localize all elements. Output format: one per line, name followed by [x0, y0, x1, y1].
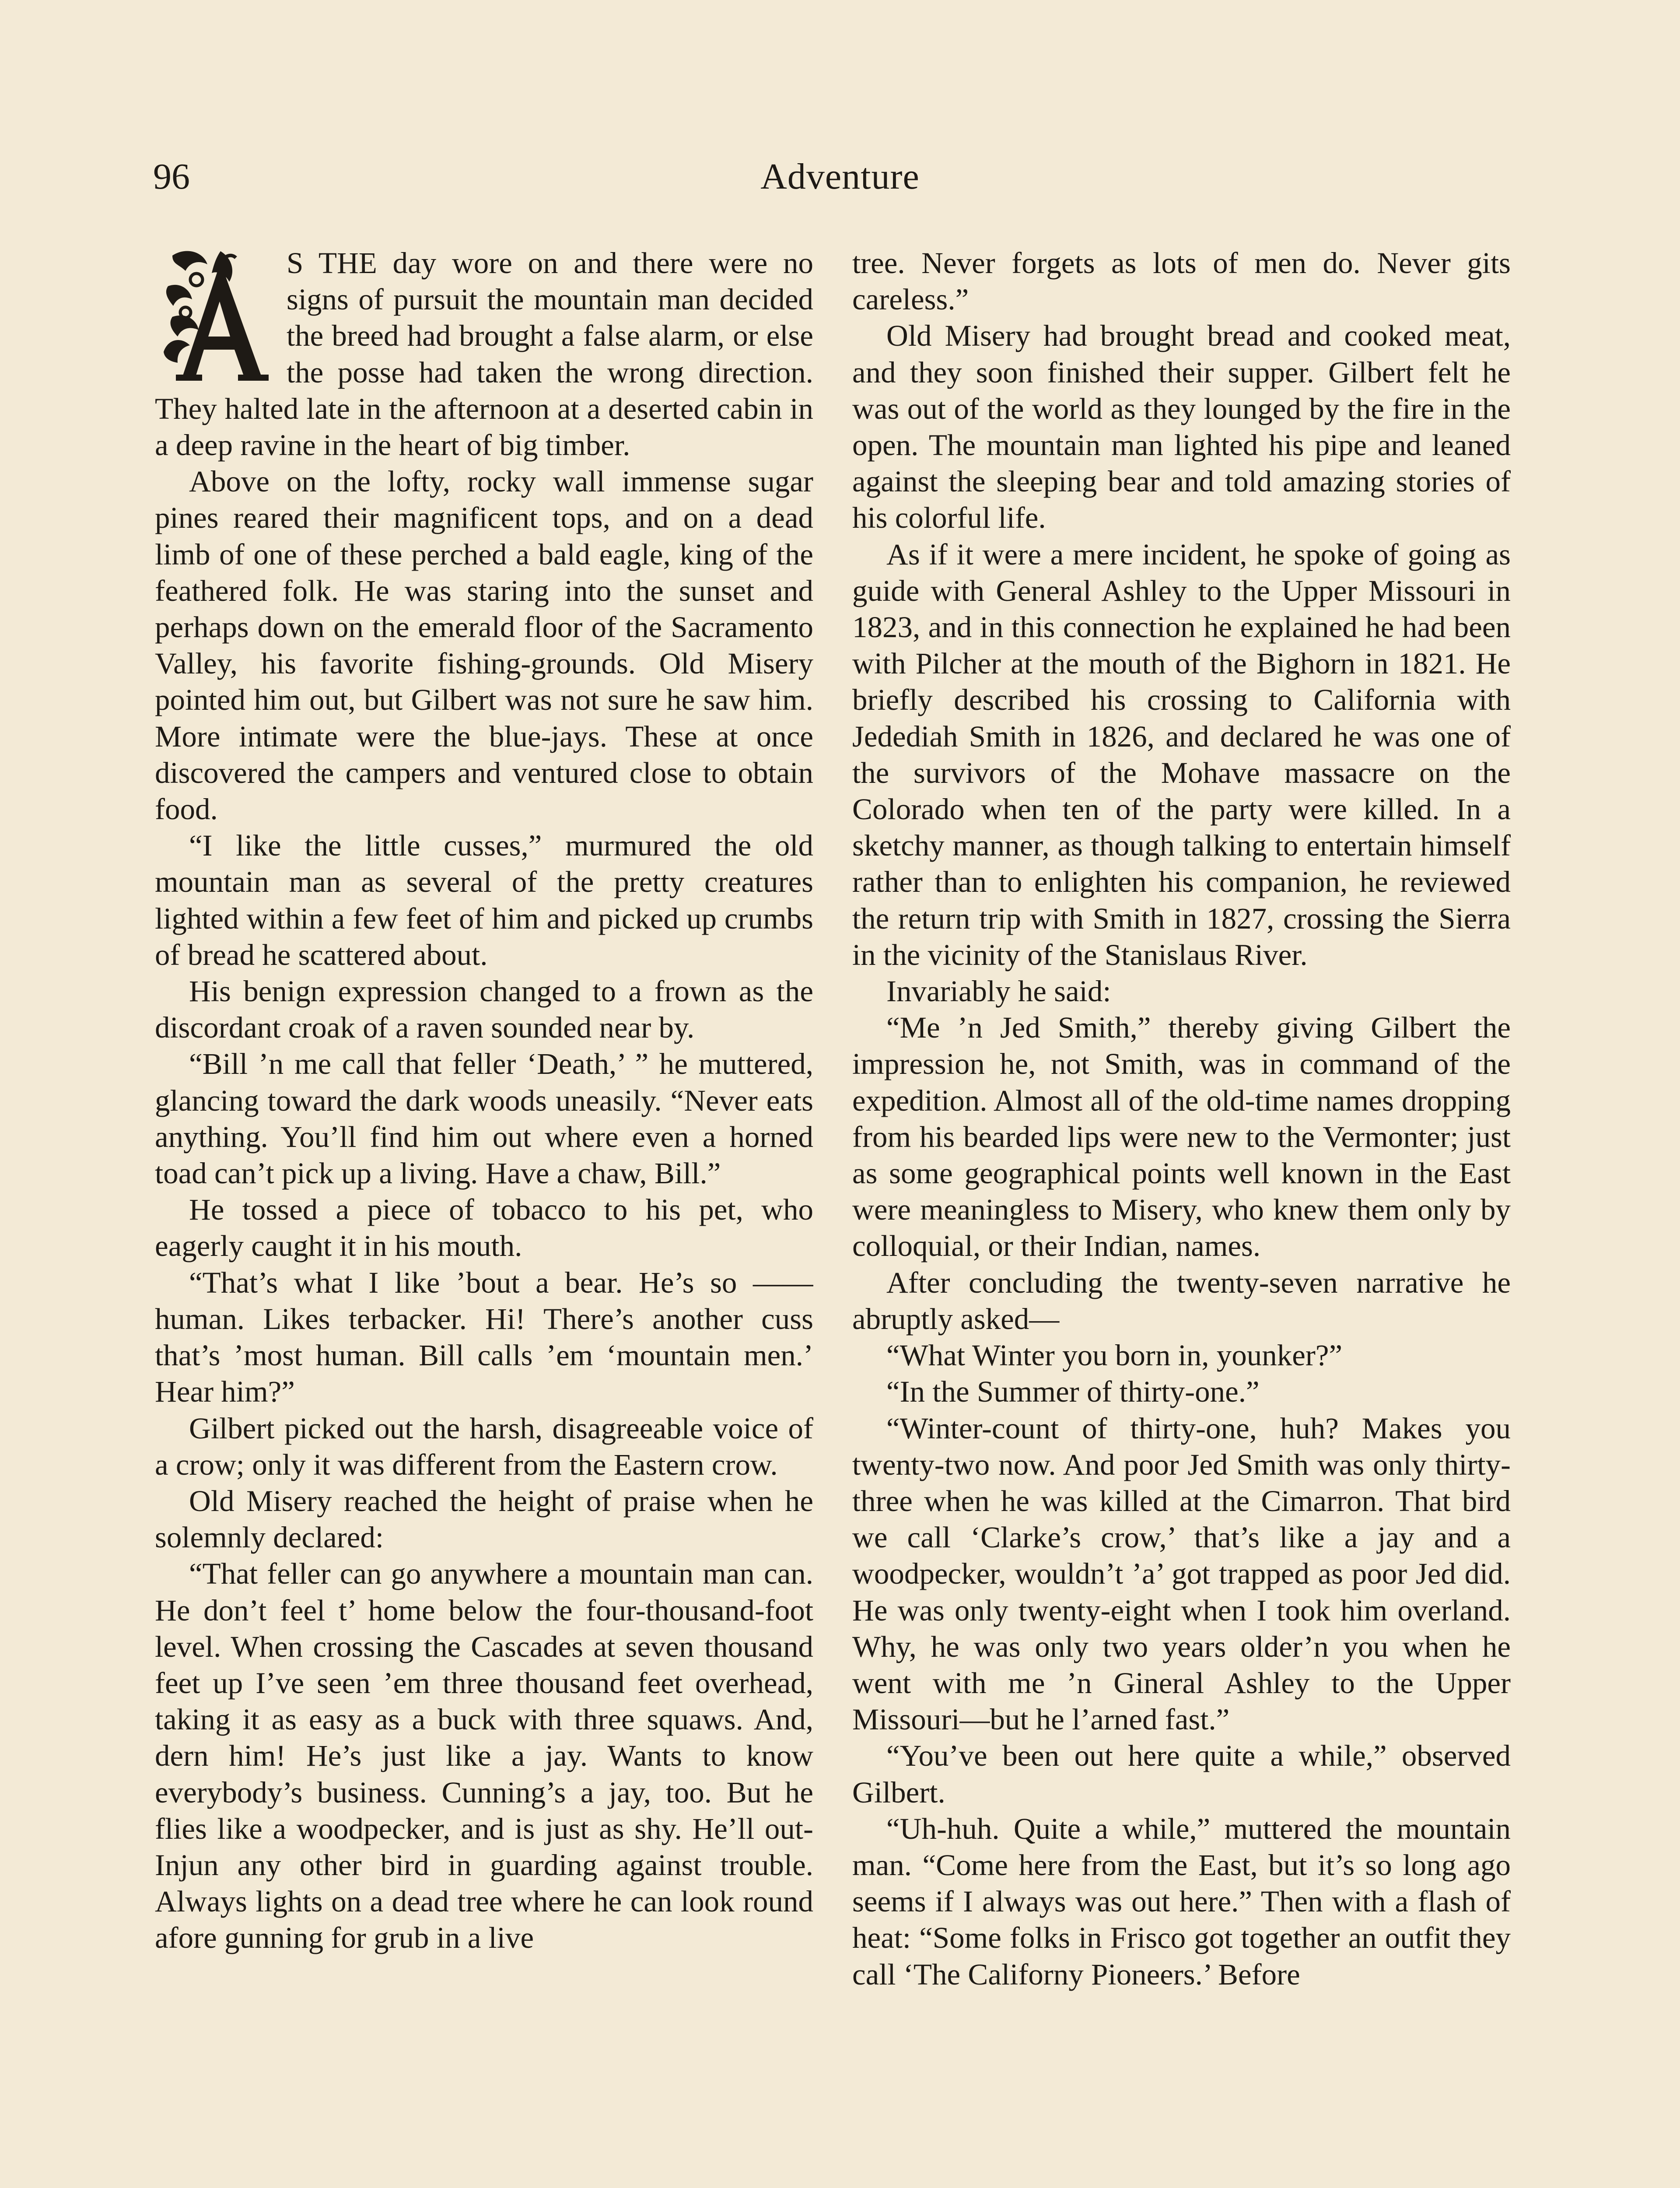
paragraph: “Bill ’n me call that feller ‘Death,’ ” he muttered, glancing toward the dark woods uneasily. “Never eats anything. You’ll find him out where even a horned toad can’t pick up a living. Have a chaw, Bill.”: [155, 1047, 813, 1190]
paragraph: Old Misery reached the height of praise when he solemnly declared:: [155, 1484, 813, 1554]
paragraph: tree. Never forgets as lots of men do. Never gits careless.”: [852, 246, 1511, 316]
paragraph: “Me ’n Jed Smith,” thereby giving Gilbert the impression he, not Smith, was in command of the expedition. Almost all of the old-time names dropping from his bearded lips were new to the Vermonter; just as some geographical points well known in the East were meaningless to Misery, who knew them only by colloquial, or their Indian, names.: [852, 1011, 1511, 1263]
paragraph: Above on the lofty, rocky wall immense sugar pines reared their magnificent tops, and on a dead limb of one of these perched a bald eagle, king of the feathered folk. He was staring into the sunset and perhaps down on the emerald floor of the Sacramento Valley, his favorite fishing-grounds. Old Misery pointed him out, but Gilbert was not sure he saw him. More intimate were the blue-jays. These at once discovered the campers and ventured close to obtain food.: [155, 465, 813, 826]
right-column: [852, 245, 1511, 2188]
paragraph: He tossed a piece of tobacco to his pet, who eagerly caught it in his mouth.: [155, 1193, 813, 1263]
page-header: [153, 158, 1527, 207]
paragraph: After concluding the twenty-seven narrative he abruptly asked—: [852, 1266, 1511, 1336]
paragraph: “What Winter you born in, younker?”: [886, 1339, 1343, 1372]
paragraph: “I like the little cusses,” murmured the old mountain man as several of the pretty creatures lighted within a few feet of him and picked up crumbs of bread he scattered about.: [155, 829, 813, 971]
paragraph: Gilbert picked out the harsh, disagreeable voice of a crow; only it was different from the Eastern crow.: [155, 1411, 813, 1481]
running-head: Adventure: [760, 156, 920, 197]
paragraph: “That feller can go anywhere a mountain man can. He don’t feel t’ home below the four-thousand-foot level. When crossing the Cascades at seven thousand feet up I’ve seen ’em three thousand feet overhead, taking it as easy as a buck with three squaws. And, dern him! He’s just like a jay. Wants to know everybody’s business. Cunning’s a jay, too. But he flies like a woodpecker, and is just as shy. He’ll out-Injun any other bird in guarding against trouble. Always lights on a dead tree where he can look round afore gunning for grub in a live: [155, 1557, 813, 1955]
page-number: 96: [153, 156, 190, 197]
paragraph: S THE day wore on and there were no signs of pursuit the mountain man decided the breed had brought a false alarm, or else the posse had taken the wrong direction. They halted late in the afternoon at a deserted cabin in a deep ravine in the heart of big timber.: [155, 246, 813, 462]
paragraph: Old Misery had brought bread and cooked meat, and they soon finished their supper. Gilbert felt he was out of the world as they lounged by the fire in the open. The mountain man lighted his pipe and leaned against the sleeping bear and told amazing stories of his colorful life.: [852, 319, 1511, 535]
paragraph: Invariably he said:: [886, 975, 1111, 1008]
paragraph: “In the Summer of thirty-one.”: [886, 1375, 1260, 1409]
paragraph: “Uh-huh. Quite a while,” muttered the mountain man. “Come here from the East, but it’s so long ago seems if I always was out here.” Then with a flash of heat: “Some folks in Frisco got together an outfit they call ‘The Californy Pioneers.’ Before: [852, 1812, 1511, 1991]
paragraph: “Winter-count of thirty-one, huh? Makes you twenty-two now. And poor Jed Smith was only thirty-three when he was killed at the Cimarron. That bird we call ‘Clarke’s crow,’ that’s like a jay and a woodpecker, wouldn’t ’a’ got trapped as poor Jed did. He was only twenty-eight when I took him overland. Why, he was only two years older’n you when he went with me ’n Gineral Ashley to the Upper Missouri—but he l’arned fast.”: [852, 1411, 1511, 1736]
paragraph: His benign expression changed to a frown as the discordant croak of a raven sounded near by.: [155, 975, 813, 1045]
drop-cap: [155, 247, 275, 387]
left-column: [155, 245, 813, 2188]
paragraph: “You’ve been out here quite a while,” observed Gilbert.: [852, 1739, 1511, 1809]
paragraph: As if it were a mere incident, he spoke of going as guide with General Ashley to the Upper Missouri in 1823, and in this connection he explained he had been with Pilcher at the mouth of the Bighorn in 1821. He briefly described his crossing to California with Jedediah Smith in 1826, and declared he was one of the survivors of the Mohave massacre on the Colorado when ten of the party were killed. In a sketchy manner, as though talking to entertain himself rather than to enlighten his companion, he reviewed the return trip with Smith in 1827, crossing the Sierra in the vicinity of the Stanislaus River.: [852, 537, 1511, 971]
paragraph: “That’s what I like ’bout a bear. He’s so —— human. Likes terbacker. Hi! There’s another cuss that’s ’most human. Bill calls ’em ‘mountain men.’ Hear him?”: [155, 1266, 813, 1409]
drop-cap-letter: [155, 247, 275, 387]
